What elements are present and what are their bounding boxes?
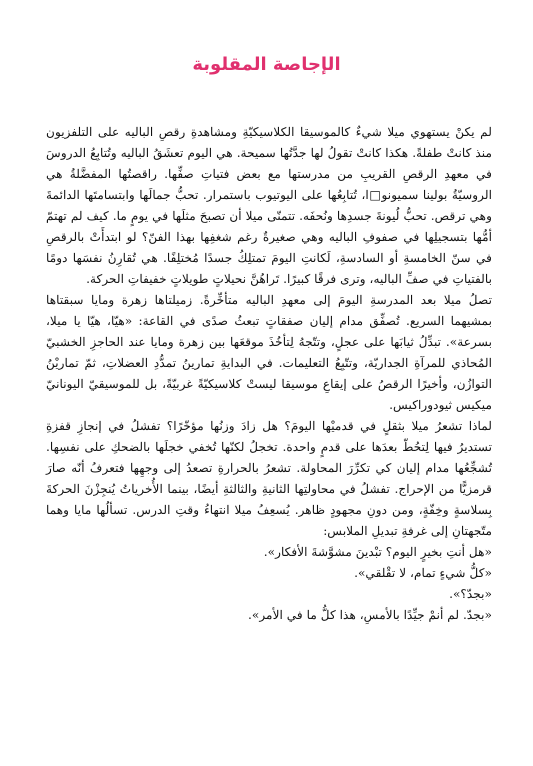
- paragraph-3: لماذا تشعرُ ميلا بثقلٍ في قدميْها اليومَ؟ هل زادَ وزنُها مؤخّرًا؟ تفشلُ في إنجازِ قفزةِ تستديرُ فيها لِتحُطّ بعدَها على قدمٍ واحدة. تخجلُ لكنّها تُخفي خجلَها بالضحكِ على نفسِها. تُشجِّعُها مدام إليان كي تكرِّرَ المحاولة. تشعرُ بالحرارةِ تصعدُ إلى وجهِها فتعرفُ أنّه صارَ قرمزيًّا من الإحراج. تفشلُ في محاولتِها الثانيةِ والثالثةِ أيضًا، بينما الأُخرياتُ يُنجِزْنَ الحركةَ بِسلاسةٍ وخِفّةٍ، ومن دونِ مجهودٍ ظاهر. يُسعِفُ ميلا انتهاءُ وقتِ الدرس. تسألُها مايا وهما متّجهتانِ إلى غرفةِ تبديلِ الملابس:: [46, 419, 492, 538]
- paragraph-2: تصلُ ميلا بعد المدرسةِ اليومَ إلى معهدِ الباليه متأخِّرةً. زميلتاها زهرة ومايا سبقتاها بمشيهما السريع. تُصفِّق مدام إليان صفقاتٍ تبعثُ صدًى في القاعة: «هيّا، هيّا يا ميلا، بسرعة». تبدِّلُ ثيابَها على عجلٍ، وتتّجهُ لِتأخُذَ موقعَها بين زهرة ومايا عند الحاجزِ الخشبيّ المُحاذي للمرآةِ الجداريّة، وتتّبِعُ التعليمات. في البدايةِ تمارينُ تمدُّدِ العضلاتِ، ثمّ تماريْنُ التوازُن، وأخيرًا الرقصُ على إيقاعِ موسيقا ليستْ كلاسيكيّةً غربيّةً، بل للموسيقيّ اليونانيّ ميكيس ثيودوراكيس.: [46, 293, 492, 412]
- paragraph-1: لم يكنْ يستهوي ميلا شيءٌ كالموسيقا الكلاسيكيّةِ ومشاهدةِ رقصِ الباليه على التلفزيون منذ كانتْ طفلةً. هكذا كانتْ تقولُ لها جدَّتُها سميحة. هي اليوم تعشَقُ الباليه وتُتابِعُ الدروسَ في معهدِ الرقصِ القريبِ من مدرستها مع بعض فتياتِ صفِّها. راقصتُها المفضَّلةُ هي الروسيّةُ بولينا سميونو□ا، تُتابِعُها على اليوتيوب باستمرار. تحبُّ جمالَها وابتسامتَها الدائمةَ وهي ترقص. تحبُّ لُيونةَ جسدِها ونُحفَه. تتمنّى ميلا أن تصبحَ مثلَها في يومٍ ما. كيف لم تهتمّ أمُّها بتسجيلِها في صفوفِ الباليه وهي صغيرةٌ رغم شغفِها بهذا الفنّ؟ لو ابتدأَتْ بالرقصِ في سنّ الخامسةِ أو السادسةِ، لَكانتِ اليومَ تمتلِكُ جسدًا مُختلِفًا. هي تُقارِنُ نفسَها دومًا بالفتياتِ في صفِّ الباليه، وترى فرقًا كبيرًا. تَراهُنَّ نحيلاتٍ طويلاتٍ خفيفاتِ الحركة.: [46, 125, 492, 286]
- dialogue-line-4: «بجدّ. لم أنمْ جيِّدًا بالأمسِ، هذا كلُّ ما في الأمر».: [247, 608, 492, 622]
- dialogue-line-2: «كلُّ شيءٍ تمام، لا تقْلقي».: [354, 566, 492, 580]
- dialogue-line-3: «بجدّ؟».: [449, 587, 492, 601]
- dialogue-line-1: «هل أنتِ بخيرٍ اليوم؟ تبْدينَ مشوَّشةَ الأفكار».: [263, 545, 492, 559]
- story-body: [46, 122, 492, 626]
- page-title: الإجاصة المقلوبة: [192, 54, 341, 75]
